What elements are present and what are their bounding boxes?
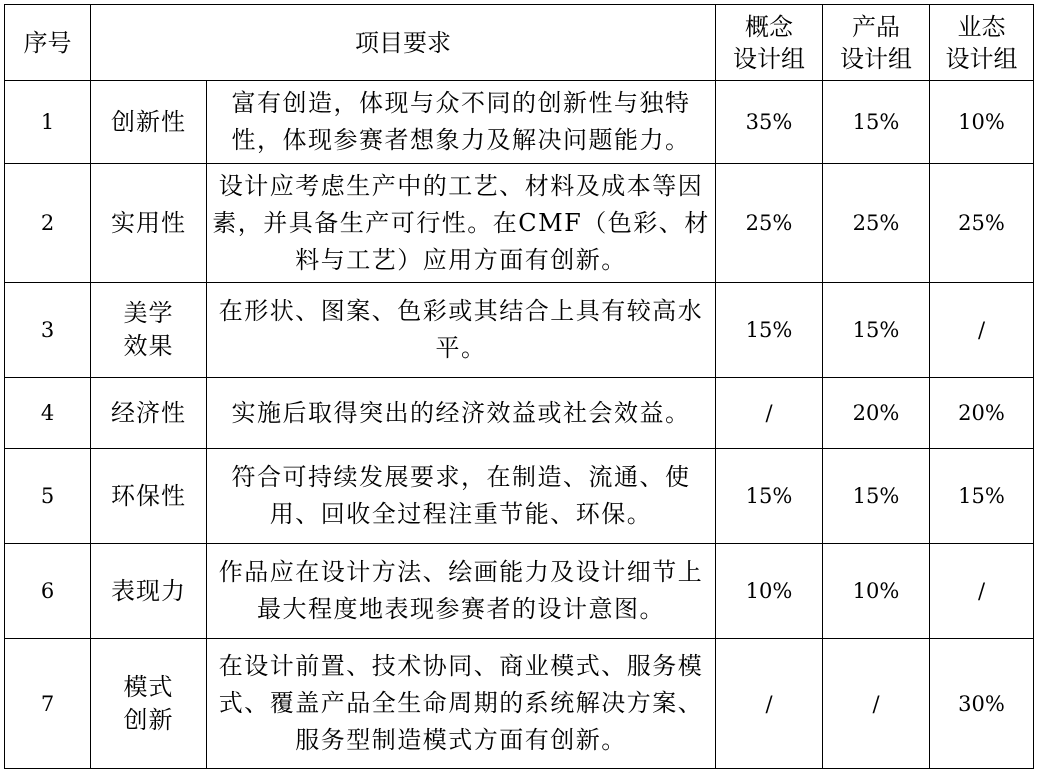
header-group-line: 业态 <box>957 12 1006 41</box>
header-product-design-group <box>823 5 930 81</box>
criterion-description: 符合可持续发展要求，在制造、流通、使用、回收全过程注重节能、环保。 <box>207 449 716 544</box>
concept-group-weight: 10% <box>716 544 823 639</box>
criterion-name <box>91 164 207 283</box>
criterion-name-line: 实用性 <box>111 208 186 237</box>
header-concept-design-group <box>716 5 823 81</box>
concept-group-weight: / <box>716 639 823 769</box>
product-group-weight: 15% <box>823 283 930 378</box>
table-row <box>5 81 1034 164</box>
table-row <box>5 164 1034 283</box>
business-group-weight: 25% <box>930 164 1034 283</box>
criterion-name-line: 创新性 <box>111 107 186 136</box>
concept-group-weight: 15% <box>716 449 823 544</box>
header-group-line: 设计组 <box>945 44 1018 73</box>
header-group-line: 设计组 <box>840 44 912 73</box>
header-business-design-group <box>930 5 1034 81</box>
criterion-description: 作品应在设计方法、绘画能力及设计细节上最大程度地表现参赛者的设计意图。 <box>207 544 716 639</box>
header-group-line: 设计组 <box>733 44 805 73</box>
table-row <box>5 378 1034 449</box>
business-group-weight: 30% <box>930 639 1034 769</box>
criterion-name-line: 美学 <box>123 299 174 327</box>
row-serial-number: 6 <box>5 544 91 639</box>
criterion-description: 富有创造，体现与众不同的创新性与独特性，体现参赛者想象力及解决问题能力。 <box>207 81 716 164</box>
product-group-weight: 25% <box>823 164 930 283</box>
criterion-description: 在设计前置、技术协同、商业模式、服务模式、覆盖产品全生命周期的系统解决方案、服务型制造模式方面有创新。 <box>207 639 716 769</box>
header-group-line: 产品 <box>852 12 900 41</box>
header-serial-number: 序号 <box>5 5 91 81</box>
criterion-name <box>91 81 207 164</box>
criterion-description: 设计应考虑生产中的工艺、材料及成本等因素，并具备生产可行性。在CMF（色彩、材料与工艺）应用方面有创新。 <box>207 164 716 283</box>
row-serial-number: 1 <box>5 81 91 164</box>
row-serial-number: 2 <box>5 164 91 283</box>
product-group-weight: 20% <box>823 378 930 449</box>
row-serial-number: 7 <box>5 639 91 769</box>
table-header-row <box>5 5 1034 81</box>
business-group-weight: 10% <box>930 81 1034 164</box>
concept-group-weight: / <box>716 378 823 449</box>
criterion-name-line: 环保性 <box>111 481 186 510</box>
criterion-name <box>91 283 207 378</box>
concept-group-weight: 15% <box>716 283 823 378</box>
criterion-name-line: 创新 <box>123 705 174 734</box>
business-group-weight: 20% <box>930 378 1034 449</box>
product-group-weight: 15% <box>823 81 930 164</box>
business-group-weight: 15% <box>930 449 1034 544</box>
criterion-description: 实施后取得突出的经济效益或社会效益。 <box>207 378 716 449</box>
row-serial-number: 5 <box>5 449 91 544</box>
table-body <box>5 81 1034 769</box>
table-row <box>5 639 1034 769</box>
row-serial-number: 3 <box>5 283 91 378</box>
business-group-weight: / <box>930 544 1034 639</box>
criterion-name <box>91 449 207 544</box>
criterion-name <box>91 544 207 639</box>
table-row <box>5 449 1034 544</box>
concept-group-weight: 25% <box>716 164 823 283</box>
header-requirement: 项目要求 <box>91 5 716 81</box>
concept-group-weight: 35% <box>716 81 823 164</box>
scoring-criteria-table <box>4 4 1034 769</box>
business-group-weight: / <box>930 283 1034 378</box>
criterion-name-line: 经济性 <box>111 398 186 427</box>
header-group-line: 概念 <box>745 12 793 41</box>
product-group-weight: 10% <box>823 544 930 639</box>
product-group-weight: / <box>823 639 930 769</box>
table-row <box>5 544 1034 639</box>
criterion-name-line: 表现力 <box>111 576 186 605</box>
product-group-weight: 15% <box>823 449 930 544</box>
criterion-name-line: 模式 <box>123 672 174 701</box>
table-row <box>5 283 1034 378</box>
criterion-name <box>91 639 207 769</box>
criterion-description: 在形状、图案、色彩或其结合上具有较高水平。 <box>207 283 716 378</box>
criterion-name <box>91 378 207 449</box>
row-serial-number: 4 <box>5 378 91 449</box>
criterion-name-line: 效果 <box>123 332 174 360</box>
